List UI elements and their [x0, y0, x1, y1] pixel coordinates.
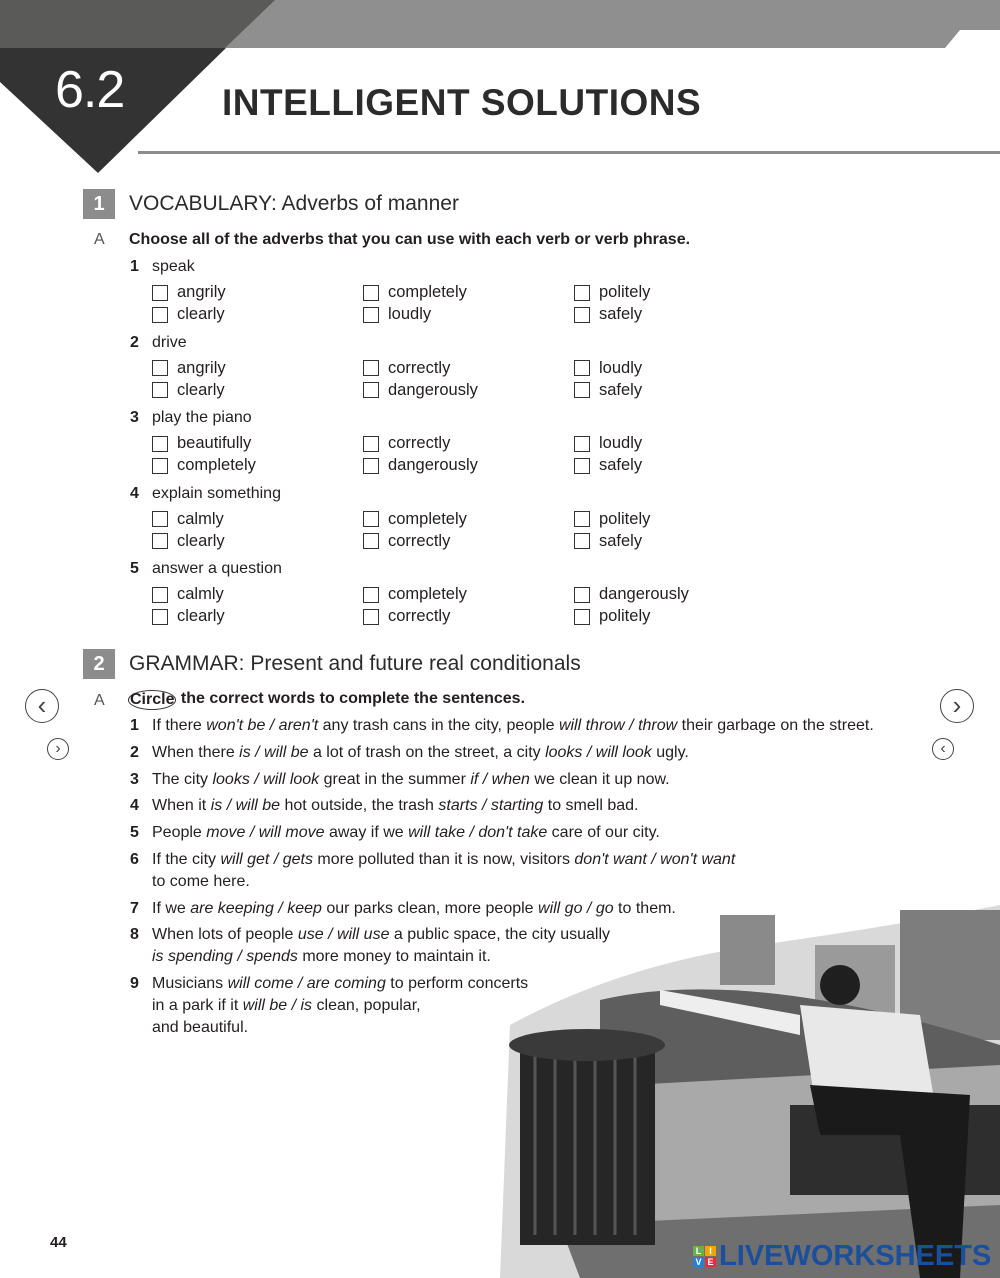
- adverb-option[interactable]: [152, 434, 251, 453]
- adverb-option[interactable]: [363, 305, 431, 324]
- checkbox[interactable]: [152, 382, 168, 398]
- adverb-label: completely: [177, 456, 256, 474]
- prev-small-button[interactable]: ‹: [932, 738, 954, 760]
- adverb-option[interactable]: [363, 607, 450, 626]
- instruction-text: the correct words to complete the sentences.: [176, 690, 526, 707]
- answer-choice[interactable]: will take / don't take: [408, 824, 548, 841]
- liveworksheets-watermark: [693, 1240, 991, 1273]
- answer-choice[interactable]: starts / starting: [438, 797, 544, 814]
- checkbox[interactable]: [363, 609, 379, 625]
- checkbox[interactable]: [363, 436, 379, 452]
- page-number: 44: [50, 1234, 67, 1251]
- adverb-label: angrily: [177, 358, 226, 377]
- sentence-text: The city: [152, 771, 213, 788]
- sentence-text: hot outside, the trash: [280, 797, 439, 814]
- adverb-label: safely: [599, 380, 643, 399]
- sentence-text: care of our city.: [547, 824, 660, 841]
- sentence-text: and beautiful.: [152, 1019, 249, 1036]
- adverb-option[interactable]: [152, 585, 224, 604]
- adverb-label: completely: [388, 283, 467, 301]
- sentence-line: [152, 771, 670, 789]
- adverb-label: correctly: [388, 434, 451, 452]
- adverb-label: dangerously: [599, 585, 689, 603]
- sentence-line: [152, 717, 874, 735]
- checkbox[interactable]: [574, 307, 590, 323]
- sentence-line: [152, 744, 689, 762]
- adverb-option[interactable]: [574, 381, 642, 400]
- adverb-option[interactable]: [574, 585, 689, 604]
- sentence-number: 4: [130, 797, 139, 814]
- sentence-number: 2: [130, 744, 139, 761]
- adverb-label: calmly: [177, 585, 224, 603]
- adverb-label: angrily: [177, 283, 226, 301]
- section-number: 1: [83, 189, 115, 219]
- sentence-line: [152, 873, 250, 891]
- answer-choice[interactable]: won't be / aren't: [206, 717, 319, 734]
- checkbox[interactable]: [363, 360, 379, 376]
- divider: [138, 151, 1000, 154]
- sentence-line: [152, 1019, 248, 1037]
- adverb-label: politely: [599, 607, 651, 625]
- sentence-number: 6: [130, 851, 139, 868]
- answer-choice[interactable]: is / will be: [239, 744, 309, 761]
- adverb-label: dangerously: [388, 456, 478, 474]
- sentence-line: [152, 975, 528, 993]
- sentence-text: to smell bad.: [543, 797, 639, 814]
- circled-word: Circle: [130, 691, 175, 708]
- checkbox[interactable]: [574, 511, 590, 527]
- adverb-label: clearly: [177, 380, 225, 399]
- checkbox[interactable]: [363, 511, 379, 527]
- item-number: 1: [130, 258, 139, 275]
- adverb-label: loudly: [599, 434, 643, 452]
- adverb-option[interactable]: [152, 510, 224, 529]
- sentence-line: [152, 948, 491, 966]
- checkbox[interactable]: [363, 382, 379, 398]
- adverb-label: loudly: [599, 358, 643, 377]
- sentence-text: a lot of trash on the street, a city: [308, 744, 546, 761]
- checkbox[interactable]: [363, 307, 379, 323]
- answer-choice[interactable]: use / will use: [297, 926, 390, 943]
- adverb-option[interactable]: [574, 510, 650, 529]
- adverb-option[interactable]: [152, 456, 256, 475]
- instruction: [128, 690, 525, 710]
- adverb-label: correctly: [388, 531, 451, 550]
- instruction: Choose all of the adverbs that you can use with each verb or verb phrase.: [129, 231, 691, 248]
- adverb-label: safely: [599, 456, 643, 474]
- checkbox[interactable]: [152, 587, 168, 603]
- adverb-label: clearly: [177, 607, 225, 625]
- checkbox[interactable]: [152, 533, 168, 549]
- sentence-line: [152, 997, 421, 1015]
- sentence-text: When lots of people: [152, 926, 298, 943]
- answer-choice[interactable]: will be / is: [242, 997, 313, 1014]
- checkbox[interactable]: [152, 511, 168, 527]
- section-number: 2: [83, 649, 115, 679]
- item-verb: explain something: [152, 484, 281, 502]
- exercise-letter: A: [94, 692, 105, 709]
- checkbox[interactable]: [574, 436, 590, 452]
- unit-number: 6.2: [55, 61, 125, 119]
- checkbox[interactable]: [152, 360, 168, 376]
- adverb-label: correctly: [388, 607, 451, 625]
- checkbox[interactable]: [152, 436, 168, 452]
- adverb-option[interactable]: [363, 510, 467, 529]
- adverb-option[interactable]: [363, 434, 450, 453]
- answer-choice[interactable]: are keeping / keep: [190, 900, 322, 917]
- item-number: 5: [130, 560, 139, 577]
- adverb-label: completely: [388, 509, 467, 528]
- checkbox[interactable]: [363, 458, 379, 474]
- sentence-text: in a park if it: [152, 997, 243, 1014]
- sentence-text: ugly.: [651, 744, 689, 761]
- checkbox[interactable]: [574, 382, 590, 398]
- answer-choice[interactable]: looks / will look: [212, 771, 320, 788]
- checkbox[interactable]: [152, 609, 168, 625]
- answer-choice[interactable]: will go / go: [538, 900, 614, 917]
- watermark-text: LIVEWORKSHEETS: [719, 1240, 992, 1272]
- sentence-text: If the city: [152, 851, 221, 868]
- sentence-text: When there: [152, 744, 240, 761]
- sentence-line: [152, 851, 735, 869]
- sentence-text: to perform concerts: [385, 975, 529, 992]
- adverb-option[interactable]: [363, 359, 450, 378]
- section-title: VOCABULARY: Adverbs of manner: [129, 192, 459, 215]
- sentence-text: Musicians: [152, 975, 228, 992]
- sentence-number: 8: [130, 926, 139, 943]
- checkbox[interactable]: [152, 285, 168, 301]
- adverb-option[interactable]: [363, 381, 478, 400]
- answer-choice[interactable]: looks / will look: [545, 744, 652, 761]
- adverb-option[interactable]: [152, 283, 226, 302]
- sentence-number: 1: [130, 717, 139, 734]
- sentence-text: If we: [152, 900, 191, 917]
- adverb-label: clearly: [177, 531, 225, 550]
- adverb-label: completely: [388, 585, 467, 603]
- adverb-option[interactable]: [363, 585, 467, 604]
- park-photo: [500, 905, 1000, 1278]
- sentence-text: more polluted than it is now, visitors: [312, 851, 575, 868]
- sentence-number: 3: [130, 771, 139, 788]
- adverb-label: beautifully: [177, 434, 252, 452]
- item-verb: speak: [152, 258, 195, 275]
- adverb-option[interactable]: [152, 381, 225, 400]
- checkbox[interactable]: [574, 609, 590, 625]
- adverb-label: loudly: [388, 305, 432, 323]
- checkbox[interactable]: [152, 307, 168, 323]
- checkbox[interactable]: [574, 533, 590, 549]
- adverb-option[interactable]: [574, 305, 642, 324]
- sentence-line: [152, 797, 638, 815]
- sentence-text: away if we: [324, 824, 409, 841]
- sentence-line: [152, 824, 660, 842]
- sentence-text: more money to maintain it.: [297, 948, 491, 965]
- answer-choice[interactable]: don't want / won't want: [574, 851, 736, 868]
- answer-choice[interactable]: will throw / throw: [558, 717, 678, 734]
- item-verb: drive: [152, 333, 187, 351]
- exercise-letter: A: [94, 231, 105, 248]
- adverb-label: safely: [599, 305, 643, 323]
- prev-page-button[interactable]: ‹: [25, 689, 59, 723]
- checkbox[interactable]: [363, 533, 379, 549]
- item-number: 4: [130, 484, 139, 502]
- adverb-option[interactable]: [574, 359, 642, 378]
- sentence-text: clean, popular,: [312, 997, 421, 1014]
- checkbox[interactable]: [574, 360, 590, 376]
- sentence-text: our parks clean, more people: [321, 900, 539, 917]
- sentence-number: 7: [130, 900, 139, 917]
- adverb-option[interactable]: [363, 283, 467, 302]
- adverb-option[interactable]: [152, 359, 226, 378]
- checkbox[interactable]: [574, 285, 590, 301]
- sentence-text: People: [152, 824, 207, 841]
- page-title: INTELLIGENT SOLUTIONS: [222, 82, 702, 123]
- next-small-button[interactable]: ›: [47, 738, 69, 760]
- live-logo-icon: L I V E: [693, 1246, 716, 1267]
- checkbox[interactable]: [574, 587, 590, 603]
- adverb-option[interactable]: [152, 305, 225, 324]
- adverb-option[interactable]: [574, 607, 650, 626]
- next-page-button[interactable]: ›: [940, 689, 974, 723]
- checkbox[interactable]: [363, 587, 379, 603]
- sentence-text: When it: [152, 797, 211, 814]
- item-verb: answer a question: [152, 560, 282, 577]
- adverb-option[interactable]: [363, 456, 478, 475]
- sentence-number: 9: [130, 975, 139, 992]
- adverb-label: correctly: [388, 358, 451, 377]
- answer-choice[interactable]: move / will move: [206, 824, 325, 841]
- sentence-number: 5: [130, 824, 139, 841]
- section-title: GRAMMAR: Present and future real conditionals: [129, 652, 581, 675]
- adverb-label: politely: [599, 509, 651, 528]
- adverb-option[interactable]: [363, 532, 450, 551]
- adverb-option[interactable]: [152, 607, 225, 626]
- adverb-label: safely: [599, 531, 643, 550]
- sentence-text: great in the summer: [319, 771, 471, 788]
- sentence-text: to them.: [613, 900, 676, 917]
- adverb-label: politely: [599, 283, 651, 301]
- answer-choice[interactable]: will come / are coming: [227, 975, 386, 992]
- adverb-option[interactable]: [574, 434, 642, 453]
- checkbox[interactable]: [363, 285, 379, 301]
- adverb-label: calmly: [177, 509, 224, 528]
- adverb-label: dangerously: [388, 380, 478, 399]
- sentence-text: a public space, the city usually: [389, 926, 611, 943]
- sentence-text: If there: [152, 717, 207, 734]
- answer-choice[interactable]: if / when: [470, 771, 530, 788]
- answer-choice[interactable]: is spending / spends: [152, 948, 298, 965]
- answer-choice[interactable]: will get / gets: [220, 851, 313, 868]
- adverb-option[interactable]: [574, 532, 642, 551]
- item-verb: play the piano: [152, 409, 252, 426]
- adverb-option[interactable]: [574, 456, 642, 475]
- answer-choice[interactable]: is / will be: [210, 797, 281, 814]
- checkbox[interactable]: [574, 458, 590, 474]
- adverb-option[interactable]: [574, 283, 650, 302]
- adverb-option[interactable]: [152, 532, 225, 551]
- item-number: 3: [130, 409, 139, 426]
- sentence-text: to come here.: [152, 873, 250, 890]
- sentence-text: any trash cans in the city, people: [318, 717, 559, 734]
- item-number: 2: [130, 333, 139, 351]
- adverb-label: clearly: [177, 305, 225, 323]
- checkbox[interactable]: [152, 458, 168, 474]
- sentence-text: their garbage on the street.: [677, 717, 874, 734]
- sentence-text: we clean it up now.: [529, 771, 670, 788]
